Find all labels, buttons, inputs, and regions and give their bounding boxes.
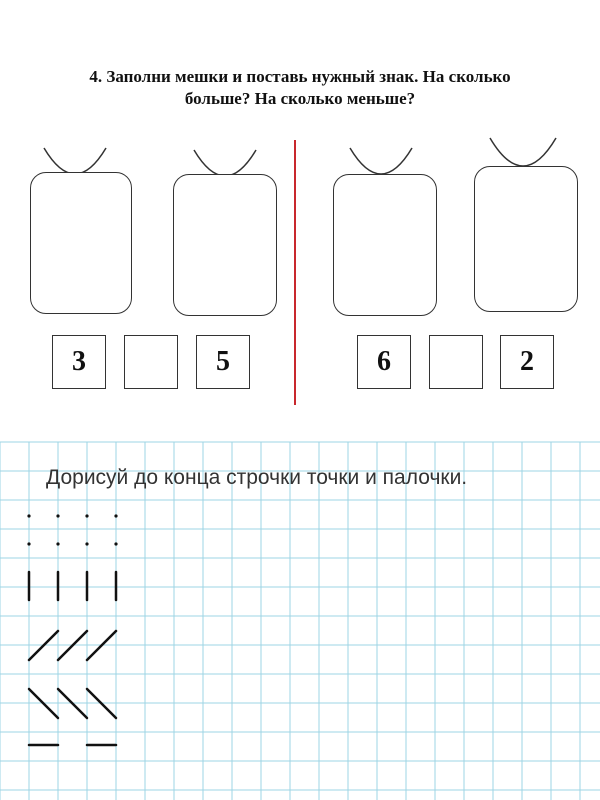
number-box-left-2[interactable]: 5 (196, 335, 250, 389)
number-box-right-2[interactable]: 2 (500, 335, 554, 389)
bag-4[interactable] (474, 166, 578, 312)
grid-lines (0, 442, 600, 800)
pattern-dot (114, 542, 117, 545)
task-title-line-2: больше? На сколько меньше? (184, 89, 416, 108)
copy-task-title: Дорисуй до конца строчки точки и палочки. (46, 466, 468, 489)
bag-2[interactable] (173, 174, 277, 316)
bag-1[interactable] (30, 172, 132, 314)
pattern-dot (85, 514, 88, 517)
number-box-left-1[interactable]: 3 (52, 335, 106, 389)
pattern-dot (56, 542, 59, 545)
pattern-dot (27, 542, 30, 545)
pattern-dot (27, 514, 30, 517)
sign-box-right[interactable] (429, 335, 483, 389)
pattern-dot (85, 542, 88, 545)
number-box-right-1[interactable]: 6 (357, 335, 411, 389)
bag-3[interactable] (333, 174, 437, 316)
sign-box-left[interactable] (124, 335, 178, 389)
copy-task-area (0, 430, 600, 800)
pattern-marks (27, 514, 117, 745)
pattern-dot (56, 514, 59, 517)
task-title-line-1: 4. Заполни мешки и поставь нужный знак. На сколько (89, 67, 511, 86)
task-title (40, 66, 560, 110)
pattern-dot (114, 514, 117, 517)
